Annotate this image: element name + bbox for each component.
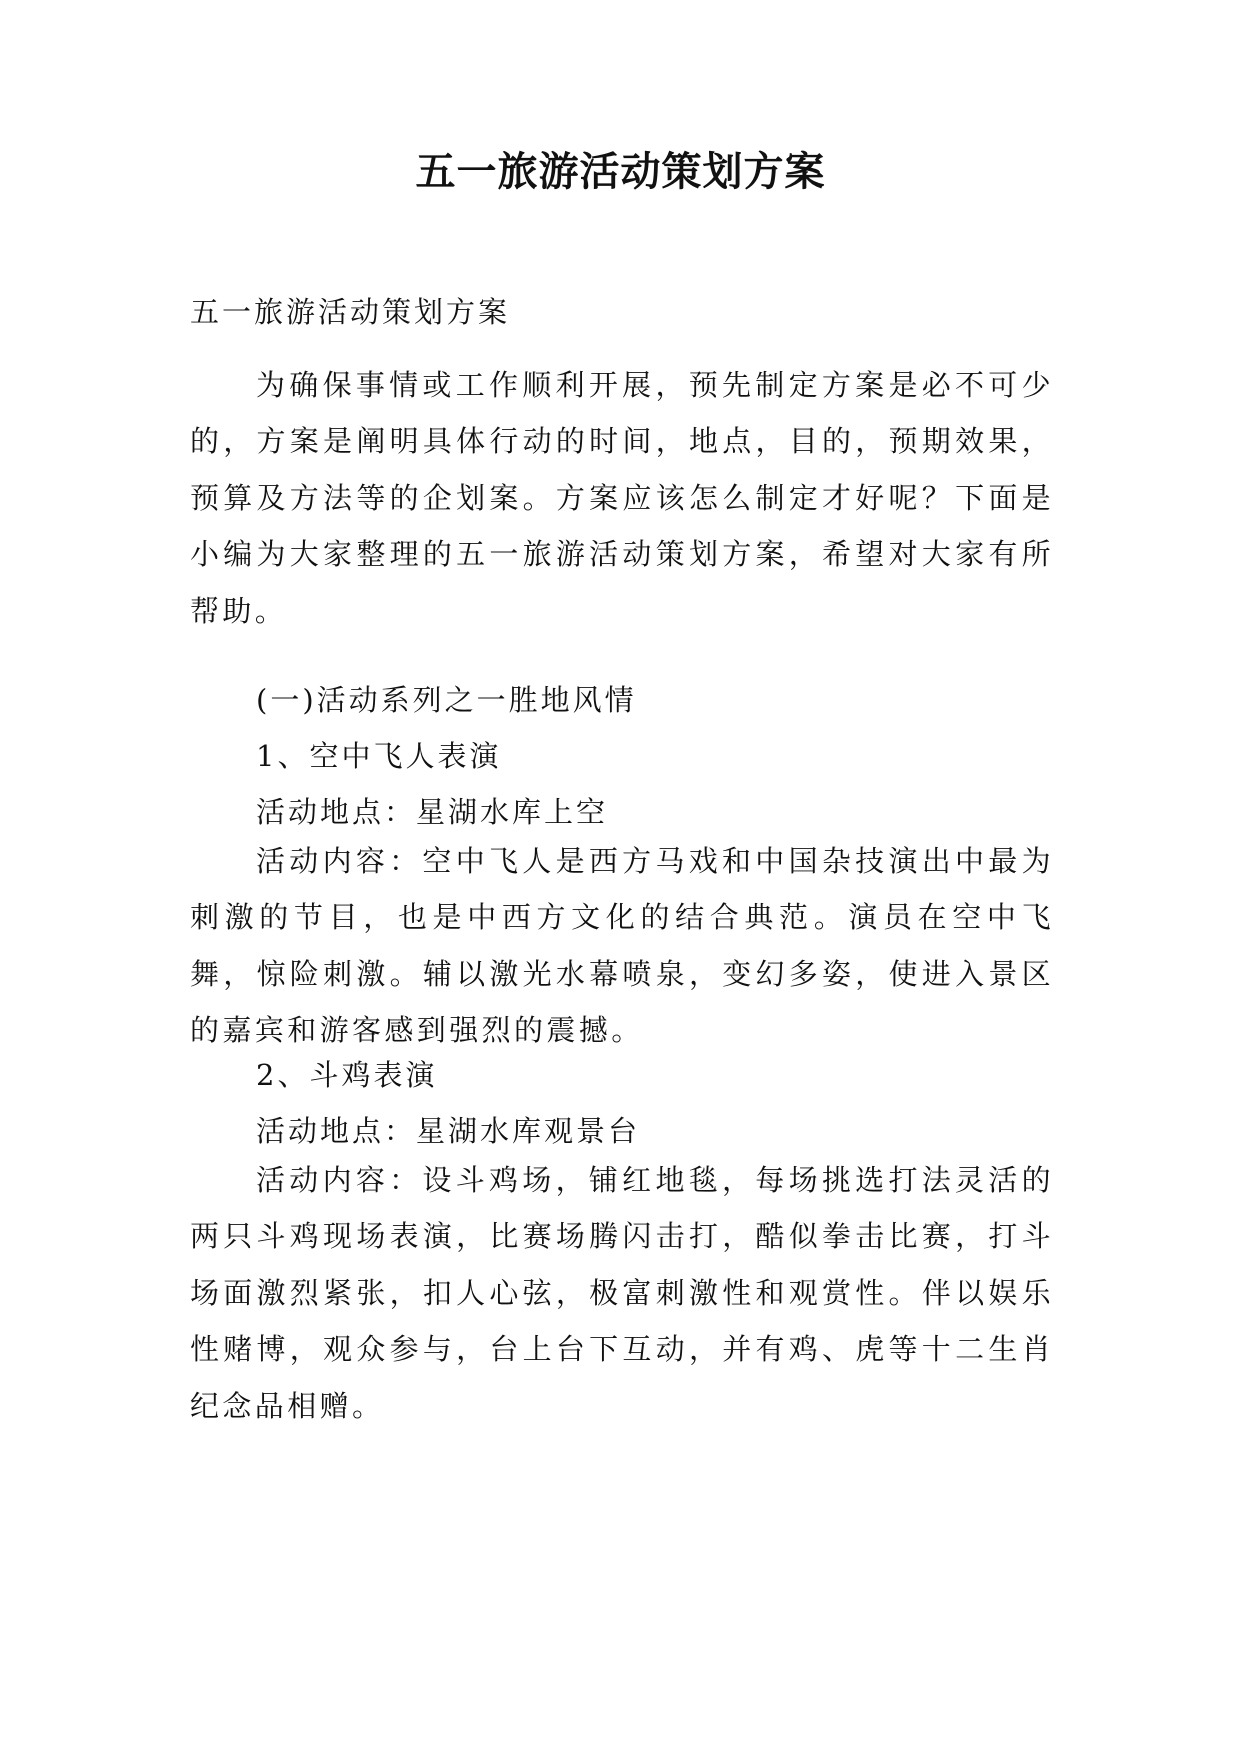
document-title: 五一旅游活动策划方案 [415, 148, 826, 195]
section-heading: (一)活动系列之一胜地风情 [256, 683, 637, 717]
item-2-heading: 2、斗鸡表演 [256, 1058, 438, 1092]
document-subtitle: 五一旅游活动策划方案 [190, 295, 511, 329]
item-1-location: 活动地点：星湖水库上空 [256, 795, 609, 829]
item-2-location: 活动地点：星湖水库观景台 [256, 1114, 641, 1148]
item-2-content: 活动内容：设斗鸡场，铺红地毯，每场挑选打法灵活的两只斗鸡现场表演，比赛场腾闪击打，酷似拳击比赛，打斗场面激烈紧张，扣人心弦，极富刺激性和观赏性。伴以娱乐性赌博，观众参与，台上台下互动，并有鸡、虎等十二生肖纪念品相赠。 [190, 1163, 1054, 1423]
item-1-heading: 1、空中飞人表演 [256, 739, 502, 773]
item-1-content: 活动内容：空中飞人是西方马戏和中国杂技演出中最为刺激的节目，也是中西方文化的结合典范。演员在空中飞舞，惊险刺激。辅以激光水幕喷泉，变幻多姿，使进入景区的嘉宾和游客感到强烈的震撼。 [190, 844, 1054, 1048]
intro-paragraph: 为确保事情或工作顺利开展，预先制定方案是必不可少的，方案是阐明具体行动的时间，地点，目的，预期效果，预算及方法等的企划案。方案应该怎么制定才好呢？下面是小编为大家整理的五一旅游活动策划方案，希望对大家有所帮助。 [190, 368, 1054, 628]
